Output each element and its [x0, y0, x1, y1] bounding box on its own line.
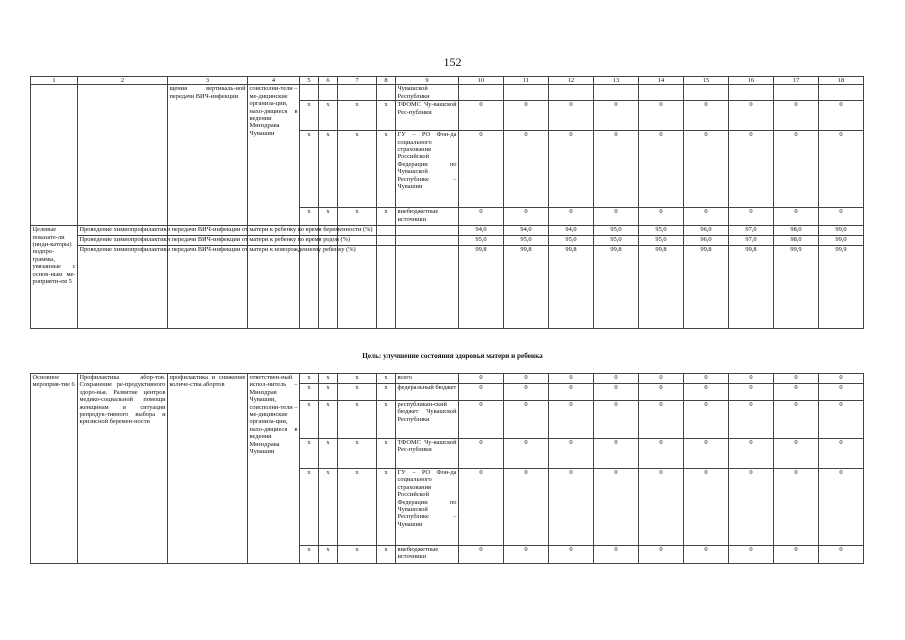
target-value: 99,8	[594, 246, 639, 329]
funding-value: 0	[639, 401, 684, 439]
funding-source: внебюджетные источники	[396, 546, 459, 564]
funding-value: 0	[504, 469, 549, 546]
funding-source: ТФОМС Чу-вашской Рес-публики	[396, 439, 459, 469]
x-mark: х	[377, 131, 396, 208]
funding-source: внебюджетные источники	[396, 208, 459, 226]
column-number: 9	[396, 77, 459, 85]
target-value: 98,0	[774, 226, 819, 236]
funding-value: 0	[594, 546, 639, 564]
funding-value: 0	[594, 384, 639, 401]
funding-value: 0	[459, 469, 504, 546]
funding-value: 0	[549, 469, 594, 546]
funding-value: 0	[684, 469, 729, 546]
target-value: 99,9	[819, 246, 864, 329]
x-mark: х	[300, 546, 319, 564]
funding-value: 0	[729, 131, 774, 208]
x-mark: х	[319, 101, 338, 131]
funding-value: 0	[549, 208, 594, 226]
funding-value: 0	[774, 469, 819, 546]
page-number: 152	[443, 55, 462, 69]
column-number: 10	[459, 77, 504, 85]
column-number: 15	[684, 77, 729, 85]
funding-value: 0	[594, 131, 639, 208]
x-mark: х	[377, 546, 396, 564]
cont-col1	[31, 85, 78, 226]
target-value: 95,0	[459, 236, 504, 246]
funding-value: 0	[594, 208, 639, 226]
funding-value: 0	[504, 101, 549, 131]
funding-value: 0	[549, 439, 594, 469]
target-value: 97,0	[729, 236, 774, 246]
x-mark: х	[377, 208, 396, 226]
x-mark: х	[377, 469, 396, 546]
funding-value: 0	[774, 401, 819, 439]
target-value: 99,8	[729, 246, 774, 329]
target-value: 98,0	[774, 236, 819, 246]
event-6-code: Основное мероприя-тие 6	[31, 374, 78, 564]
funding-value: 0	[729, 439, 774, 469]
funding-value: 0	[684, 374, 729, 384]
x-mark: х	[377, 374, 396, 384]
column-number: 17	[774, 77, 819, 85]
x-mark: х	[319, 469, 338, 546]
funding-value: 0	[684, 384, 729, 401]
funding-value: 0	[639, 374, 684, 384]
funding-source: всего	[396, 374, 459, 384]
x-mark: х	[300, 439, 319, 469]
column-number: 14	[639, 77, 684, 85]
funding-value: 0	[684, 208, 729, 226]
funding-source: федеральный бюджет	[396, 384, 459, 401]
x-mark: х	[338, 439, 377, 469]
funding-value: 0	[729, 546, 774, 564]
x-mark: х	[338, 469, 377, 546]
program-table-continued	[30, 76, 864, 329]
funding-value: 0	[819, 374, 864, 384]
funding-value: 0	[549, 384, 594, 401]
funding-value: 0	[459, 439, 504, 469]
target-value: 99,0	[819, 226, 864, 236]
table-row	[31, 374, 864, 384]
column-number: 4	[248, 77, 300, 85]
x-mark: х	[300, 208, 319, 226]
funding-value: 0	[819, 546, 864, 564]
target-value: 97,0	[729, 226, 774, 236]
goal-heading: Цель: улучшение состояния здоровья матери и ребенка	[362, 352, 543, 360]
column-number: 6	[319, 77, 338, 85]
funding-source: ТФОМС Чу-вашской Рес-публики	[396, 101, 459, 131]
target-row	[31, 226, 864, 236]
funding-value: 0	[819, 469, 864, 546]
funding-value: 0	[594, 374, 639, 384]
funding-value: 0	[639, 101, 684, 131]
funding-value: 0	[549, 101, 594, 131]
target-value: 95,0	[639, 236, 684, 246]
event-6-table	[30, 373, 864, 564]
funding-value: 0	[639, 208, 684, 226]
x-mark: х	[377, 101, 396, 131]
column-number: 3	[168, 77, 248, 85]
column-number: 7	[338, 77, 377, 85]
funding-source: республикан-ский бюджет Чувашской Республики	[396, 401, 459, 439]
target-value: 99,8	[639, 246, 684, 329]
target-value: 94,0	[504, 226, 549, 236]
column-number: 13	[594, 77, 639, 85]
target-value: 96,0	[684, 226, 729, 236]
funding-value: 0	[549, 374, 594, 384]
funding-value: 0	[729, 208, 774, 226]
target-value: 95,0	[594, 226, 639, 236]
x-mark: х	[300, 131, 319, 208]
funding-value: 0	[774, 208, 819, 226]
column-number: 8	[377, 77, 396, 85]
x-mark: х	[319, 208, 338, 226]
column-number: 1	[31, 77, 78, 85]
funding-value: 0	[819, 439, 864, 469]
target-value: 96,0	[684, 236, 729, 246]
funding-value: 0	[504, 374, 549, 384]
funding-value: 0	[504, 439, 549, 469]
funding-value: 0	[774, 384, 819, 401]
funding-value: 0	[684, 131, 729, 208]
target-text: Проведение химиопрофилактики передачи ВИЧ-инфекции от матери к новорожденному ребенку (%)	[78, 246, 168, 329]
x-mark: х	[319, 546, 338, 564]
target-value: 99,0	[819, 236, 864, 246]
x-mark: х	[300, 101, 319, 131]
funding-value: 0	[459, 546, 504, 564]
funding-value: 0	[774, 374, 819, 384]
event-6-name: Профилактика абор-тов. Сохранение ре-продуктивного здоро-вья. Развитие центров медико-социальной помощи женщинам в ситуации репродук-тивного выбора и кризисной беремен-ности	[78, 374, 168, 564]
target-value: 95,0	[504, 236, 549, 246]
x-mark: х	[300, 401, 319, 439]
target-value: 99,8	[549, 246, 594, 329]
funding-value: 0	[684, 439, 729, 469]
header-row	[31, 77, 864, 85]
targets-label: Целевые показате-ли (инди-каторы) подпро-граммы, увязанные с основ-ным ме-роприяти-ем 5	[31, 226, 78, 329]
funding-value: 0	[729, 401, 774, 439]
target-value: 99,8	[459, 246, 504, 329]
column-number: 11	[504, 77, 549, 85]
funding-value: 0	[639, 384, 684, 401]
target-value: 95,0	[549, 236, 594, 246]
x-mark: х	[338, 401, 377, 439]
funding-value: 0	[729, 101, 774, 131]
funding-value: 0	[729, 384, 774, 401]
column-number: 5	[300, 77, 319, 85]
funding-value: 0	[774, 439, 819, 469]
target-value: 94,0	[459, 226, 504, 236]
funding-source: Чувашской Республики	[396, 85, 459, 101]
target-value: 99,8	[504, 246, 549, 329]
event-6-goal: профилактика и снижение количе-ства абортов	[168, 374, 248, 564]
x-mark: х	[338, 384, 377, 401]
x-mark: х	[300, 469, 319, 546]
funding-value: 0	[684, 101, 729, 131]
x-mark: х	[319, 401, 338, 439]
x-mark: х	[338, 131, 377, 208]
funding-value: 0	[459, 374, 504, 384]
funding-value: 0	[639, 439, 684, 469]
x-mark: х	[300, 384, 319, 401]
funding-value: 0	[774, 131, 819, 208]
column-number: 12	[549, 77, 594, 85]
x-mark: х	[377, 401, 396, 439]
x-mark: х	[338, 208, 377, 226]
x-mark: х	[319, 439, 338, 469]
funding-value: 0	[459, 401, 504, 439]
funding-value: 0	[594, 439, 639, 469]
funding-value: 0	[819, 384, 864, 401]
funding-value: 0	[639, 469, 684, 546]
funding-value: 0	[459, 208, 504, 226]
column-number: 16	[729, 77, 774, 85]
funding-source: ГУ – РО Фон-да социального страхования Российской Федерации по Чувашской Республике – Чувашии	[396, 469, 459, 546]
target-row	[31, 246, 864, 329]
funding-value: 0	[819, 131, 864, 208]
x-mark: х	[338, 546, 377, 564]
funding-value: 0	[594, 101, 639, 131]
x-mark: х	[338, 374, 377, 384]
target-value: 94,0	[549, 226, 594, 236]
funding-value: 0	[504, 208, 549, 226]
x-mark: х	[377, 439, 396, 469]
target-row	[31, 236, 864, 246]
funding-value: 0	[684, 546, 729, 564]
target-text: Проведение химиопрофилактики передачи ВИЧ-инфекции от матери к ребенку во время беременности (%)	[78, 226, 168, 236]
funding-value: 0	[504, 546, 549, 564]
funding-value: 0	[774, 101, 819, 131]
funding-value: 0	[459, 384, 504, 401]
funding-value: 0	[549, 131, 594, 208]
funding-value: 0	[819, 101, 864, 131]
funding-value: 0	[729, 469, 774, 546]
target-value: 99,8	[684, 246, 729, 329]
cont-col3: щения вертикаль-ной передачи ВИЧ-инфекции	[168, 85, 248, 226]
target-value: 99,9	[774, 246, 819, 329]
target-value: 95,0	[639, 226, 684, 236]
x-mark: х	[319, 384, 338, 401]
funding-value: 0	[549, 401, 594, 439]
funding-value: 0	[819, 208, 864, 226]
funding-value: 0	[504, 131, 549, 208]
column-number: 2	[78, 77, 168, 85]
funding-value: 0	[639, 131, 684, 208]
funding-value: 0	[594, 469, 639, 546]
funding-value: 0	[639, 546, 684, 564]
funding-value: 0	[819, 401, 864, 439]
target-text: Проведение химиопрофилактики передачи ВИЧ-инфекции от матери к ребенку во время родов (%)	[78, 236, 168, 246]
event-6-executors: ответствен-ный испол-нитель – Минздрав Чувашии, соисполни-тели – ме-дицинские организа-ции, нахо-дящиеся в ведении Минздрава Чувашии	[248, 374, 300, 564]
x-mark: х	[319, 131, 338, 208]
funding-value: 0	[459, 131, 504, 208]
column-number: 18	[819, 77, 864, 85]
cont-col2	[78, 85, 168, 226]
funding-value: 0	[684, 401, 729, 439]
funding-value: 0	[594, 401, 639, 439]
funding-value: 0	[549, 546, 594, 564]
funding-value: 0	[459, 101, 504, 131]
x-mark: х	[377, 384, 396, 401]
funding-source: ГУ – РО Фон-да социального страхования Российской Федерации по Чувашской Республике – Чувашии	[396, 131, 459, 208]
funding-value: 0	[504, 401, 549, 439]
funding-value: 0	[774, 546, 819, 564]
x-mark: х	[319, 374, 338, 384]
funding-value: 0	[504, 384, 549, 401]
target-value: 95,0	[594, 236, 639, 246]
funding-value: 0	[729, 374, 774, 384]
x-mark: х	[338, 101, 377, 131]
x-mark: х	[300, 374, 319, 384]
cont-col4: соисполни-тели – ме-дицинские организа-ции, нахо-дящиеся в ведении Минздрава Чувашии	[248, 85, 300, 226]
